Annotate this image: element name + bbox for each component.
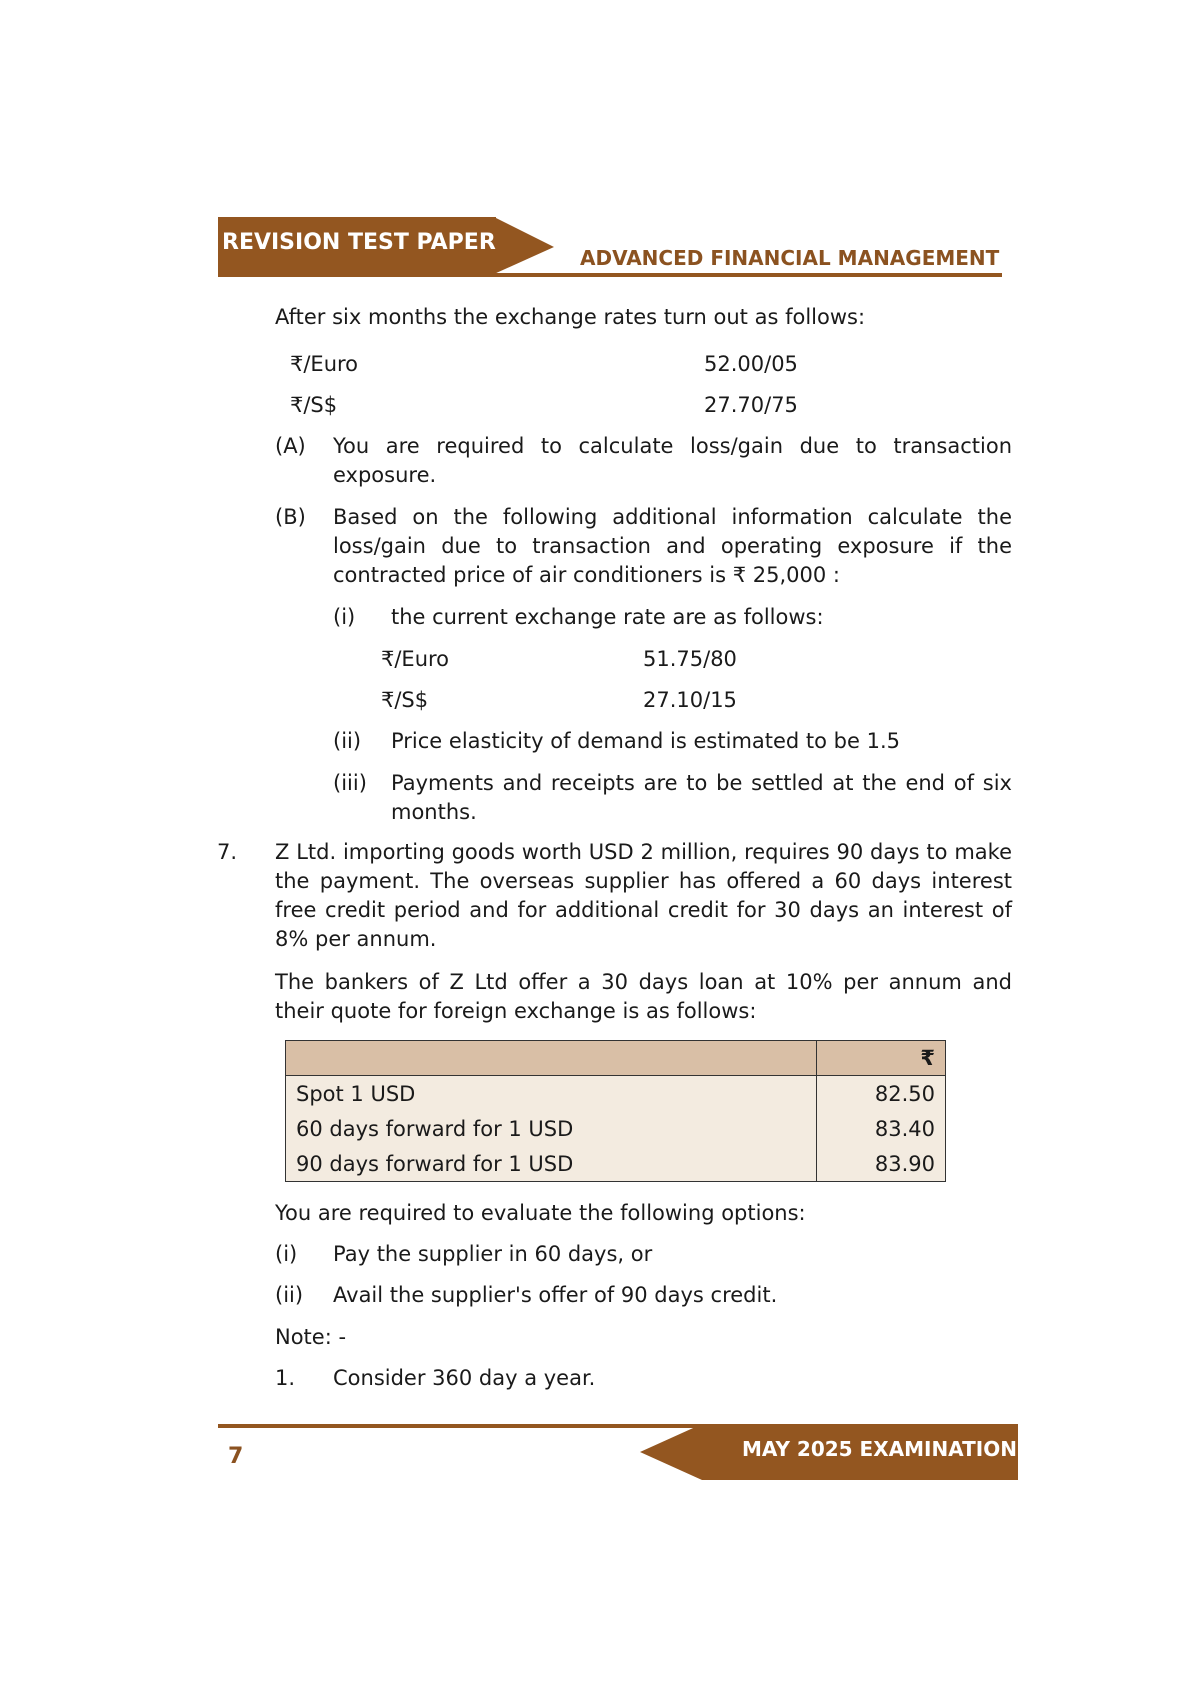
current-rate-value: 27.10/15 xyxy=(643,688,737,712)
part-b-text: Based on the following additional information calculate the loss/gain due to transaction and operating exposure if the contracted price of air conditioners is ₹ 25,000 : xyxy=(333,505,1012,587)
row-label: Spot 1 USD xyxy=(286,1076,817,1112)
sub-ii-label: (ii) xyxy=(333,729,362,753)
evaluate-text: You are required to evaluate the following options: xyxy=(275,1201,806,1225)
header-left-title: REVISION TEST PAPER xyxy=(222,230,496,255)
row-label: 90 days forward for 1 USD xyxy=(286,1146,817,1182)
part-a-label: (A) xyxy=(275,434,306,458)
table-header-label xyxy=(286,1041,817,1076)
intro-text: After six months the exchange rates turn out as follows: xyxy=(275,305,866,329)
row-label: 60 days forward for 1 USD xyxy=(286,1111,817,1146)
table-header-currency: ₹ xyxy=(817,1041,946,1076)
fx-quote-table xyxy=(285,1040,946,1182)
footer-exam-title: MAY 2025 EXAMINATION xyxy=(742,1437,1017,1461)
rate-value: 27.70/75 xyxy=(704,393,798,417)
row-value: 83.40 xyxy=(817,1111,946,1146)
q7-para1: Z Ltd. importing goods worth USD 2 million, requires 90 days to make the payment. The overseas supplier has offered a 60 days interest free credit period and for additional credit for 30 days an interest of 8% per annum. xyxy=(275,840,1012,951)
note-text: Consider 360 day a year. xyxy=(333,1366,596,1390)
sub-iii-text: Payments and receipts are to be settled at the end of six months. xyxy=(391,771,1012,824)
row-value: 82.50 xyxy=(817,1076,946,1112)
part-a-text: You are required to calculate loss/gain due to transaction exposure. xyxy=(333,434,1012,487)
note-title: Note: - xyxy=(275,1325,347,1349)
option-text: Pay the supplier in 60 days, or xyxy=(333,1242,653,1266)
rate-pair: ₹/Euro xyxy=(290,352,359,376)
table-row xyxy=(286,1146,946,1182)
current-rate-value: 51.75/80 xyxy=(643,647,737,671)
rate-pair: ₹/S$ xyxy=(290,393,338,417)
rate-value: 52.00/05 xyxy=(704,352,798,376)
table-row xyxy=(286,1076,946,1112)
header-arrow xyxy=(494,217,554,274)
sub-i-text: the current exchange rate are as follows: xyxy=(391,605,824,629)
sub-i-label: (i) xyxy=(333,605,356,629)
page-number: 7 xyxy=(228,1444,244,1469)
current-rate-pair: ₹/S$ xyxy=(381,688,429,712)
option-text: Avail the supplier's offer of 90 days credit. xyxy=(333,1283,778,1307)
part-b-label: (B) xyxy=(275,505,306,529)
table-row xyxy=(286,1111,946,1146)
option-label: (i) xyxy=(275,1242,298,1266)
note-label: 1. xyxy=(275,1366,296,1390)
q7-para2: The bankers of Z Ltd offer a 30 days loan at 10% per annum and their quote for foreign exchange is as follows: xyxy=(275,970,1012,1023)
row-value: 83.90 xyxy=(817,1146,946,1182)
question-number: 7. xyxy=(217,840,238,864)
table-header-row xyxy=(286,1041,946,1076)
current-rate-pair: ₹/Euro xyxy=(381,647,450,671)
sub-ii-text: Price elasticity of demand is estimated to be 1.5 xyxy=(391,729,901,753)
header-right-title: ADVANCED FINANCIAL MANAGEMENT xyxy=(580,246,1000,270)
option-label: (ii) xyxy=(275,1283,304,1307)
header-rule xyxy=(218,273,1002,277)
sub-iii-label: (iii) xyxy=(333,771,367,795)
